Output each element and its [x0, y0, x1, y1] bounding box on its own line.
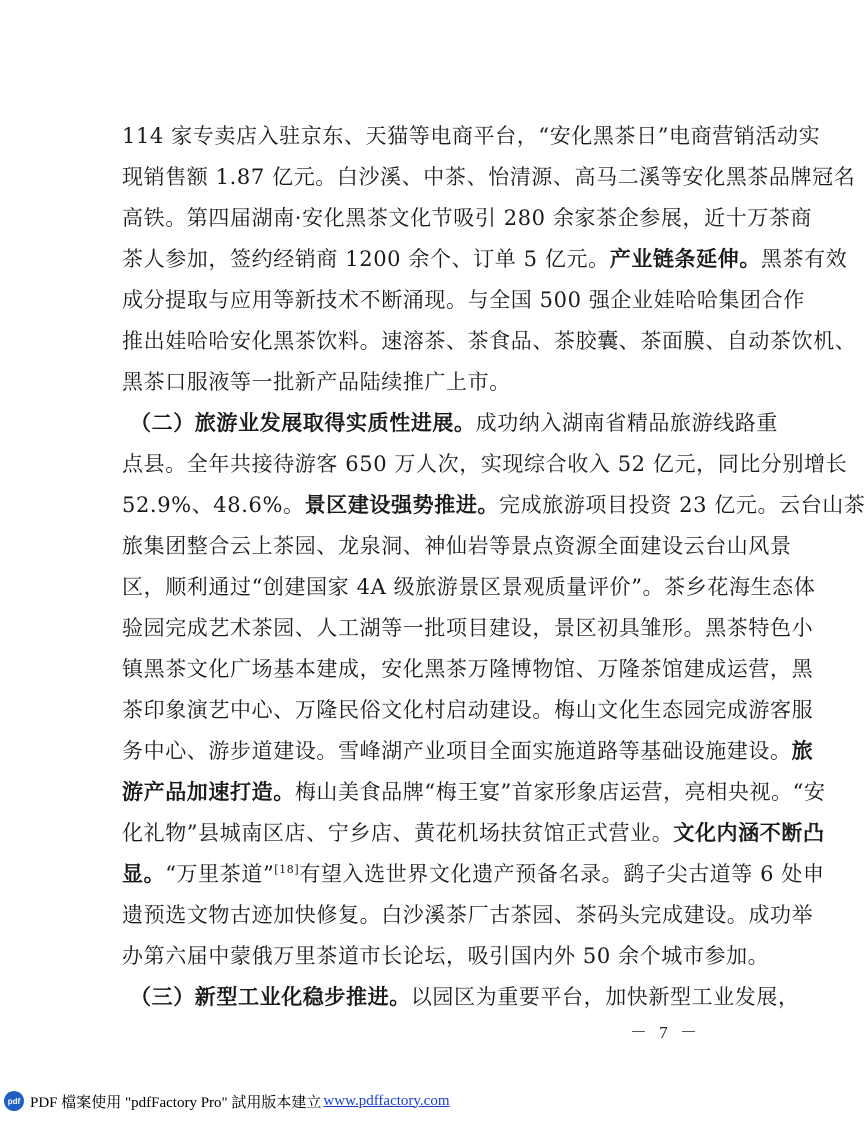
text-line: 茶人参加，签约经销商 1200 余个、订单 5 亿元。产业链条延伸。黑茶有效 — [122, 246, 848, 271]
pdffactory-link[interactable]: www.pdffactory.com — [323, 1092, 450, 1109]
text-line: 旅集团整合云上茶园、龙泉洞、神仙岩等景点资源全面建设云台山风景 — [122, 534, 792, 558]
bold-heading: 产业链条延伸。 — [609, 246, 761, 271]
text-line: 务中心、游步道建设。雪峰湖产业项目全面实施道路等基础设施建设。旅 — [122, 738, 814, 763]
text-line: 镇黑茶文化广场基本建成，安化黑茶万隆博物馆、万隆茶馆建成运营，黑 — [122, 657, 814, 681]
section-heading-line: （二）旅游业发展取得实质性进展。成功纳入湖南省精品旅游线路重 — [130, 410, 779, 435]
bold-heading: 显。 — [122, 861, 166, 886]
pdf-footer — [4, 1088, 450, 1114]
bold-heading: 游产品加速打造。 — [122, 779, 295, 804]
section-heading: （三）新型工业化稳步推进。 — [130, 984, 411, 1009]
section-heading: （二）旅游业发展取得实质性进展。 — [130, 410, 476, 435]
text-line: 验园完成艺术茶园、人工湖等一批项目建设，景区初具雏形。黑茶特色小 — [122, 616, 814, 640]
bold-heading: 旅 — [791, 738, 814, 763]
text-line: 52.9%、48.6%。景区建设强势推进。完成旅游项目投资 23 亿元。云台山茶 — [122, 492, 866, 517]
bold-heading: 景区建设强势推进。 — [304, 492, 500, 517]
text-line: 黑茶口服液等一批新产品陆续推广上市。 — [122, 370, 511, 394]
text-line: 办第六届中蒙俄万里茶道市长论坛，吸引国内外 50 余个城市参加。 — [122, 944, 770, 968]
section-heading-line: （三）新型工业化稳步推进。以园区为重要平台，加快新型工业发展， — [130, 984, 800, 1009]
text-line: 点县。全年共接待游客 650 万人次，实现综合收入 52 亿元，同比分别增长 — [122, 452, 848, 476]
text-line: 显。“万里茶道”[18]有望入选世界文化遗产预备名录。鹞子尖古道等 6 处申 — [122, 861, 825, 886]
footer-text: PDF 檔案使用 "pdfFactory Pro" 試用版本建立 — [30, 1094, 322, 1111]
text-line: 遗预选文物古迹加快修复。白沙溪茶厂古茶园、茶码头完成建设。成功举 — [122, 903, 814, 927]
text-line: 区，顺利通过“创建国家 4A 级旅游景区景观质量评价”。茶乡花海生态体 — [122, 575, 816, 599]
text-line: 茶印象演艺中心、万隆民俗文化村启动建设。梅山文化生态园完成游客服 — [122, 698, 814, 722]
bold-heading: 文化内涵不断凸 — [673, 820, 825, 845]
text-line: 游产品加速打造。梅山美食品牌“梅王宴”首家形象店运营，亮相央视。“安 — [122, 779, 826, 804]
text-line: 现销售额 1.87 亿元。白沙溪、中茶、怡清源、高马二溪等安化黑茶品牌冠名 — [122, 165, 856, 189]
text-line: 推出娃哈哈安化黑茶饮料。速溶茶、茶食品、茶胶囊、茶面膜、自动茶饮机、 — [122, 329, 857, 353]
page-number: － 7 － — [630, 1023, 701, 1042]
text-line: 化礼物”县城南区店、宁乡店、黄花机场扶贫馆正式营业。文化内涵不断凸 — [122, 820, 825, 845]
footnote-ref: [18] — [274, 863, 300, 876]
text-line: 成分提取与应用等新技术不断涌现。与全国 500 强企业娃哈哈集团合作 — [122, 288, 805, 312]
pdf-icon: pdf — [4, 1091, 24, 1111]
text-line: 高铁。第四届湖南·安化黑茶文化节吸引 280 余家茶企参展，近十万茶商 — [122, 206, 813, 230]
text-line: 114 家专卖店入驻京东、天猫等电商平台，“安化黑茶日”电商营销活动实 — [122, 124, 821, 148]
